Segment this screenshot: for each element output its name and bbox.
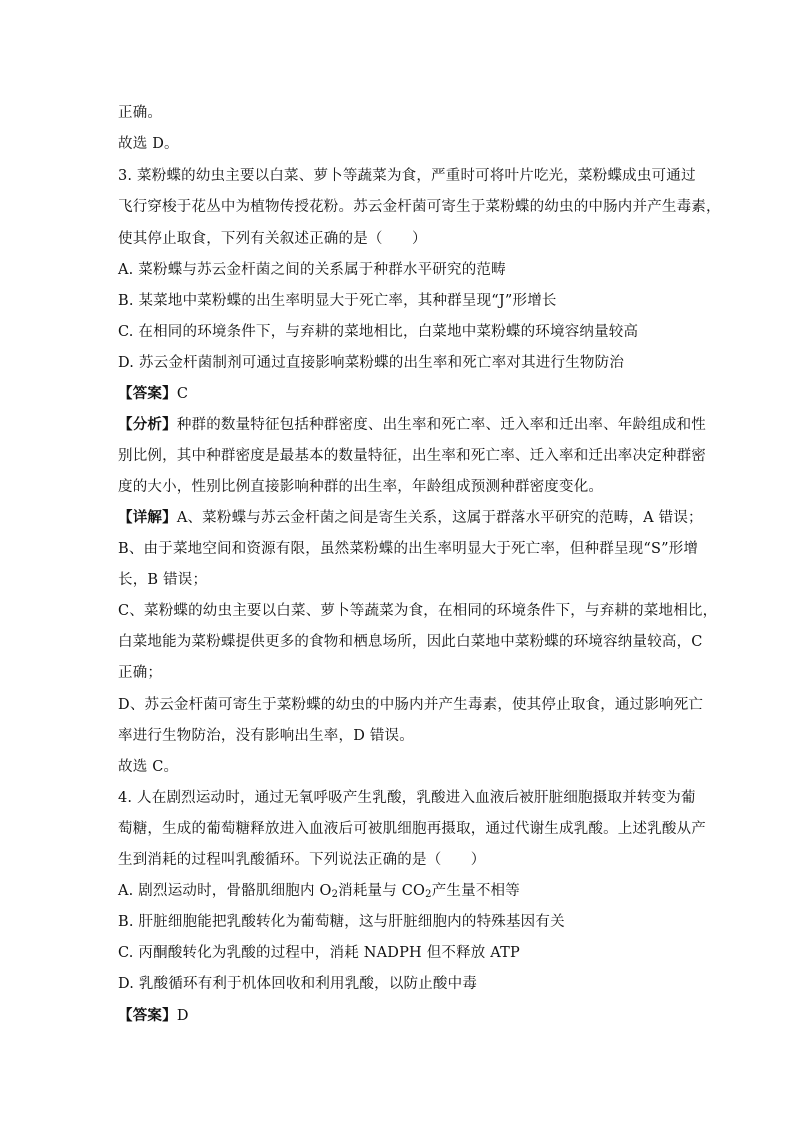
option-b: B. 某菜地中菜粉蝶的出生率明显大于死亡率，其种群呈现“J”形增长 (118, 293, 557, 309)
analysis-tag: 【分析】 (118, 416, 177, 433)
question-4-stem: 4. 人在剧烈运动时，通过无氧呼吸产生乳酸，乳酸进入血液后被肝脏细胞摄取并转变为葡 (118, 790, 696, 806)
question-4-stem: 生到消耗的过程叫乳酸循环。下列说法正确的是（ ） (118, 852, 486, 868)
detail-tag: 【详解】 (118, 509, 177, 526)
analysis-line: 度的大小，性别比例直接影响种群的出生率，年龄组成预测种群密度变化。 (118, 479, 604, 495)
detail-line: 长，B 错误； (118, 572, 208, 588)
conclusion-line: 故选 C。 (118, 759, 179, 775)
option-d: D. 乳酸循环有利于机体回收和利用乳酸，以防止酸中毒 (118, 976, 478, 992)
analysis-text: 种群的数量特征包括种群密度、出生率和死亡率、迁入率和迁出率、年龄组成和性 (176, 417, 707, 433)
text-line: 故选 D。 (118, 136, 179, 152)
detail-line: 正确； (118, 665, 163, 681)
detail-line: D、苏云金杆菌可寄生于菜粉蝶的幼虫的中肠内并产生毒素，使其停止取食，通过影响死亡 (118, 697, 704, 713)
answer-line (118, 384, 188, 404)
detail-line: C、菜粉蝶的幼虫主要以白菜、萝卜等蔬菜为食，在相同的环境条件下，与弃耕的菜地相比， (118, 603, 718, 619)
question-3-stem: 飞行穿梭于花丛中为植物传授花粉。苏云金杆菌可寄生于菜粉蝶的幼虫的中肠内并产生毒素， (118, 199, 721, 215)
subscript: 2 (331, 889, 339, 900)
option-b: B. 肝脏细胞能把乳酸转化为葡萄糖，这与肝脏细胞内的特殊基因有关 (118, 914, 565, 930)
question-3-stem: 使其停止取食，下列有关叙述正确的是（ ） (118, 231, 427, 247)
option-d: D. 苏云金杆菌制剂可通过直接影响菜粉蝶的出生率和死亡率对其进行生物防治 (118, 355, 625, 371)
answer-line (118, 1006, 189, 1026)
analysis-line: 别比例，其中种群密度是最基本的数量特征，出生率和死亡率、迁入率和迁出率决定种群密 (118, 448, 706, 464)
answer-value: D (176, 1008, 189, 1024)
option-a-text: A. 剧烈运动时，骨骼肌细胞内 O (118, 883, 332, 899)
answer-value: C (176, 386, 189, 402)
option-a (118, 881, 520, 901)
detail-text: A、菜粉蝶与苏云金杆菌之间是寄生关系，这属于群落水平研究的范畴，A 错误； (176, 510, 703, 526)
detail-line: 白菜地能为菜粉蝶提供更多的食物和栖息场所，因此白菜地中菜粉蝶的环境容纳量较高，C (118, 634, 703, 650)
option-c: C. 在相同的环境条件下，与弃耕的菜地相比，白菜地中菜粉蝶的环境容纳量较高 (118, 324, 639, 340)
question-3-stem: 3. 菜粉蝶的幼虫主要以白菜、萝卜等蔬菜为食，严重时可将叶片吃光，菜粉蝶成虫可通过 (118, 168, 696, 184)
detail-line: 率进行生物防治，没有影响出生率，D 错误。 (118, 728, 414, 744)
text-line: 正确。 (118, 105, 163, 121)
detail-line (118, 508, 703, 528)
option-a-text: 产生量不相等 (431, 883, 520, 899)
answer-tag: 【答案】 (118, 1007, 177, 1024)
detail-line: B、由于菜地空间和资源有限，虽然菜粉蝶的出生率明显大于死亡率，但种群呈现“S”形增 (118, 541, 699, 557)
question-4-stem: 萄糖，生成的葡萄糖释放进入血液后可被肌细胞再摄取，通过代谢生成乳酸。上述乳酸从产 (118, 821, 706, 837)
option-a-text: 消耗量与 CO (338, 883, 426, 899)
analysis-line (118, 415, 706, 435)
option-c: C. 丙酮酸转化为乳酸的过程中，消耗 NADPH 但不释放 ATP (118, 945, 521, 961)
answer-tag: 【答案】 (118, 385, 177, 402)
option-a: A. 菜粉蝶与苏云金杆菌之间的关系属于种群水平研究的范畴 (118, 262, 506, 278)
subscript: 2 (425, 889, 432, 900)
